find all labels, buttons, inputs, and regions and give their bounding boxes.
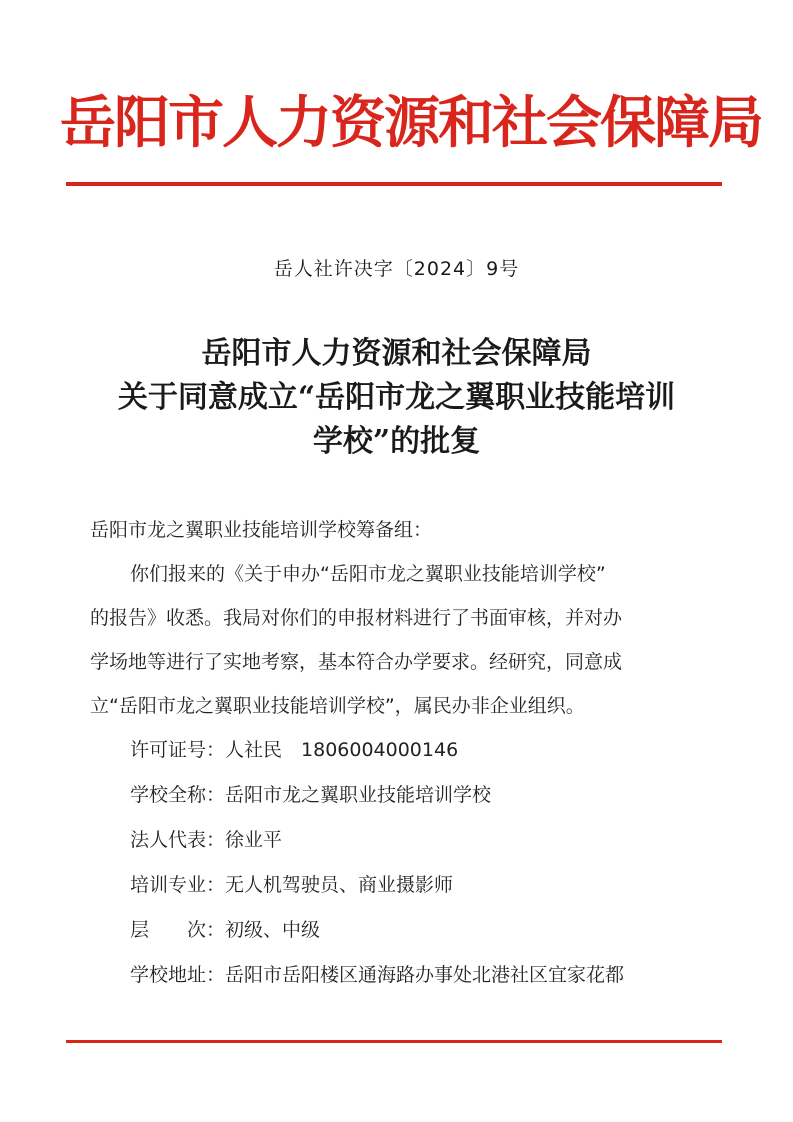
field-license-number (90, 728, 710, 773)
field-value: 徐业平 (225, 829, 283, 851)
field-value: 岳阳市岳阳楼区通海路办事处北港社区宜家花都 (225, 964, 625, 986)
title-line-3: 学校”的批复 (312, 424, 481, 459)
field-label: 学校地址： (130, 964, 226, 986)
title-line-1: 岳阳市人力资源和社会保障局 (201, 336, 592, 371)
document-title (40, 332, 753, 464)
document-number: 岳人社许决字〔2024〕9号 (273, 258, 520, 280)
document-body (90, 508, 710, 998)
field-training-specialty (90, 863, 710, 908)
field-label: 层 次： (130, 919, 226, 941)
field-label: 学校全称： (130, 784, 226, 806)
field-school-address (90, 953, 710, 998)
agency-masthead: 岳阳市人力资源和社会保障局 (60, 90, 762, 156)
field-label: 培训专业： (130, 874, 226, 896)
field-level (90, 908, 710, 953)
paragraph-line: 立“岳阳市龙之翼职业技能培训学校”，属民办非企业组织。 (90, 695, 585, 717)
masthead-red-rule (66, 182, 722, 186)
field-school-name (90, 773, 710, 818)
field-value: 初级、中级 (225, 919, 321, 941)
paragraph-line: 的报告》收悉。我局对你们的申报材料进行了书面审核，并对办 (90, 607, 623, 629)
field-label: 许可证号： (130, 739, 226, 761)
field-value: 无人机驾驶员、商业摄影师 (225, 874, 454, 896)
title-line-2: 关于同意成立“岳阳市龙之翼职业技能培训 (117, 380, 676, 415)
field-value: 岳阳市龙之翼职业技能培训学校 (225, 784, 492, 806)
field-label: 法人代表： (130, 829, 226, 851)
paragraph-line: 你们报来的《关于申办“岳阳市龙之翼职业技能培训学校” (130, 563, 606, 585)
field-value: 人社民 1806004000146 (225, 739, 459, 761)
field-legal-representative (90, 818, 710, 863)
addressee: 岳阳市龙之翼职业技能培训学校筹备组： (90, 519, 433, 541)
paragraph-line: 学场地等进行了实地考察，基本符合办学要求。经研究，同意成 (90, 651, 623, 673)
footer-red-rule (66, 1040, 722, 1043)
